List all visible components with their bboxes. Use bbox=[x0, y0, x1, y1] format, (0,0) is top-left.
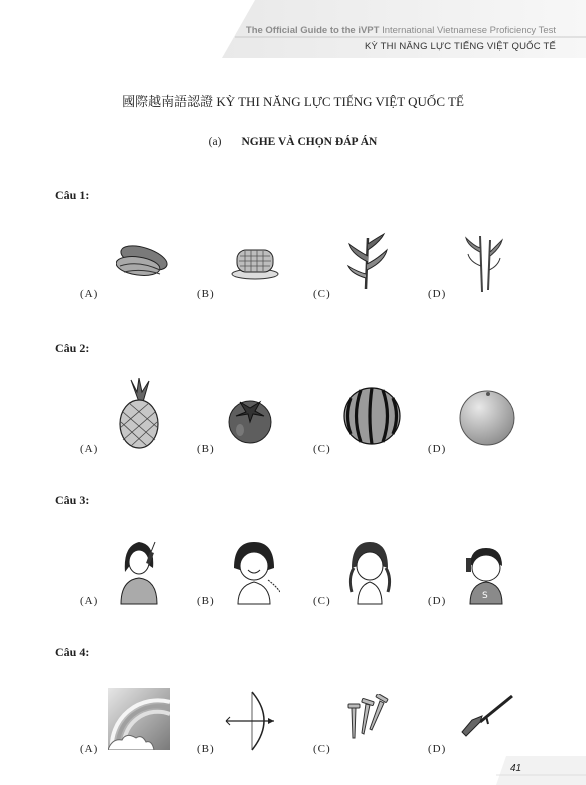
section-title: (a) NGHE VÀ CHỌN ĐÁP ÁN bbox=[208, 136, 378, 148]
option-1d[interactable]: (D) bbox=[428, 288, 447, 300]
option-4c[interactable]: (C) bbox=[313, 743, 331, 755]
option-2a[interactable]: (A) bbox=[80, 443, 99, 455]
question-3-label: Câu 3: bbox=[55, 493, 90, 507]
header-title: The Official Guide to the iVPT International Vietnamese Proficiency Test bbox=[245, 25, 556, 36]
nails-icon[interactable] bbox=[344, 694, 396, 744]
rainbow-icon[interactable] bbox=[108, 688, 170, 750]
header-subtitle: KỲ THI NĂNG LỰC TIẾNG VIỆT QUỐC TẾ bbox=[364, 41, 556, 52]
section-letter: (a) bbox=[208, 136, 222, 148]
bow-arrow-icon[interactable] bbox=[224, 690, 276, 752]
watermelon-icon[interactable] bbox=[342, 386, 402, 446]
persimmon-icon[interactable] bbox=[226, 396, 274, 444]
option-4b[interactable]: (B) bbox=[197, 743, 215, 755]
corn-cobs-icon[interactable] bbox=[116, 238, 172, 284]
option-3c[interactable]: (C) bbox=[313, 595, 331, 607]
option-3a[interactable]: (A) bbox=[80, 595, 99, 607]
girl-braids-phone-icon[interactable] bbox=[344, 538, 396, 606]
page-number: 41 bbox=[510, 763, 522, 774]
question-4-label: Câu 4: bbox=[55, 645, 90, 659]
pineapple-icon[interactable] bbox=[117, 378, 161, 450]
option-3b[interactable]: (B) bbox=[197, 595, 215, 607]
girl-phone-icon[interactable] bbox=[228, 540, 280, 606]
option-4a[interactable]: (A) bbox=[80, 743, 99, 755]
svg-text:S: S bbox=[482, 591, 488, 601]
option-1a[interactable]: (A) bbox=[80, 288, 99, 300]
option-2d[interactable]: (D) bbox=[428, 443, 447, 455]
corn-plant-icon[interactable] bbox=[346, 232, 390, 290]
corn-stalks-icon[interactable] bbox=[464, 232, 504, 294]
page-title: 國際越南語認證 KỲ THI NĂNG LỰC TIẾNG VIỆT QUỐC TẾ bbox=[122, 94, 464, 109]
option-1c[interactable]: (C) bbox=[313, 288, 331, 300]
option-1b[interactable]: (B) bbox=[197, 288, 215, 300]
grilled-corn-plate-icon[interactable] bbox=[230, 244, 280, 282]
option-4d[interactable]: (D) bbox=[428, 743, 447, 755]
option-3d[interactable]: (D) bbox=[428, 595, 447, 607]
question-1-label: Câu 1: bbox=[55, 188, 90, 202]
orange-icon[interactable] bbox=[458, 388, 516, 446]
option-2c[interactable]: (C) bbox=[313, 443, 331, 455]
question-2-label: Câu 2: bbox=[55, 341, 90, 355]
woman-phone-icon[interactable] bbox=[115, 538, 165, 606]
rifle-icon[interactable] bbox=[460, 692, 516, 740]
boy-phone-icon[interactable] bbox=[460, 544, 510, 606]
option-2b[interactable]: (B) bbox=[197, 443, 215, 455]
